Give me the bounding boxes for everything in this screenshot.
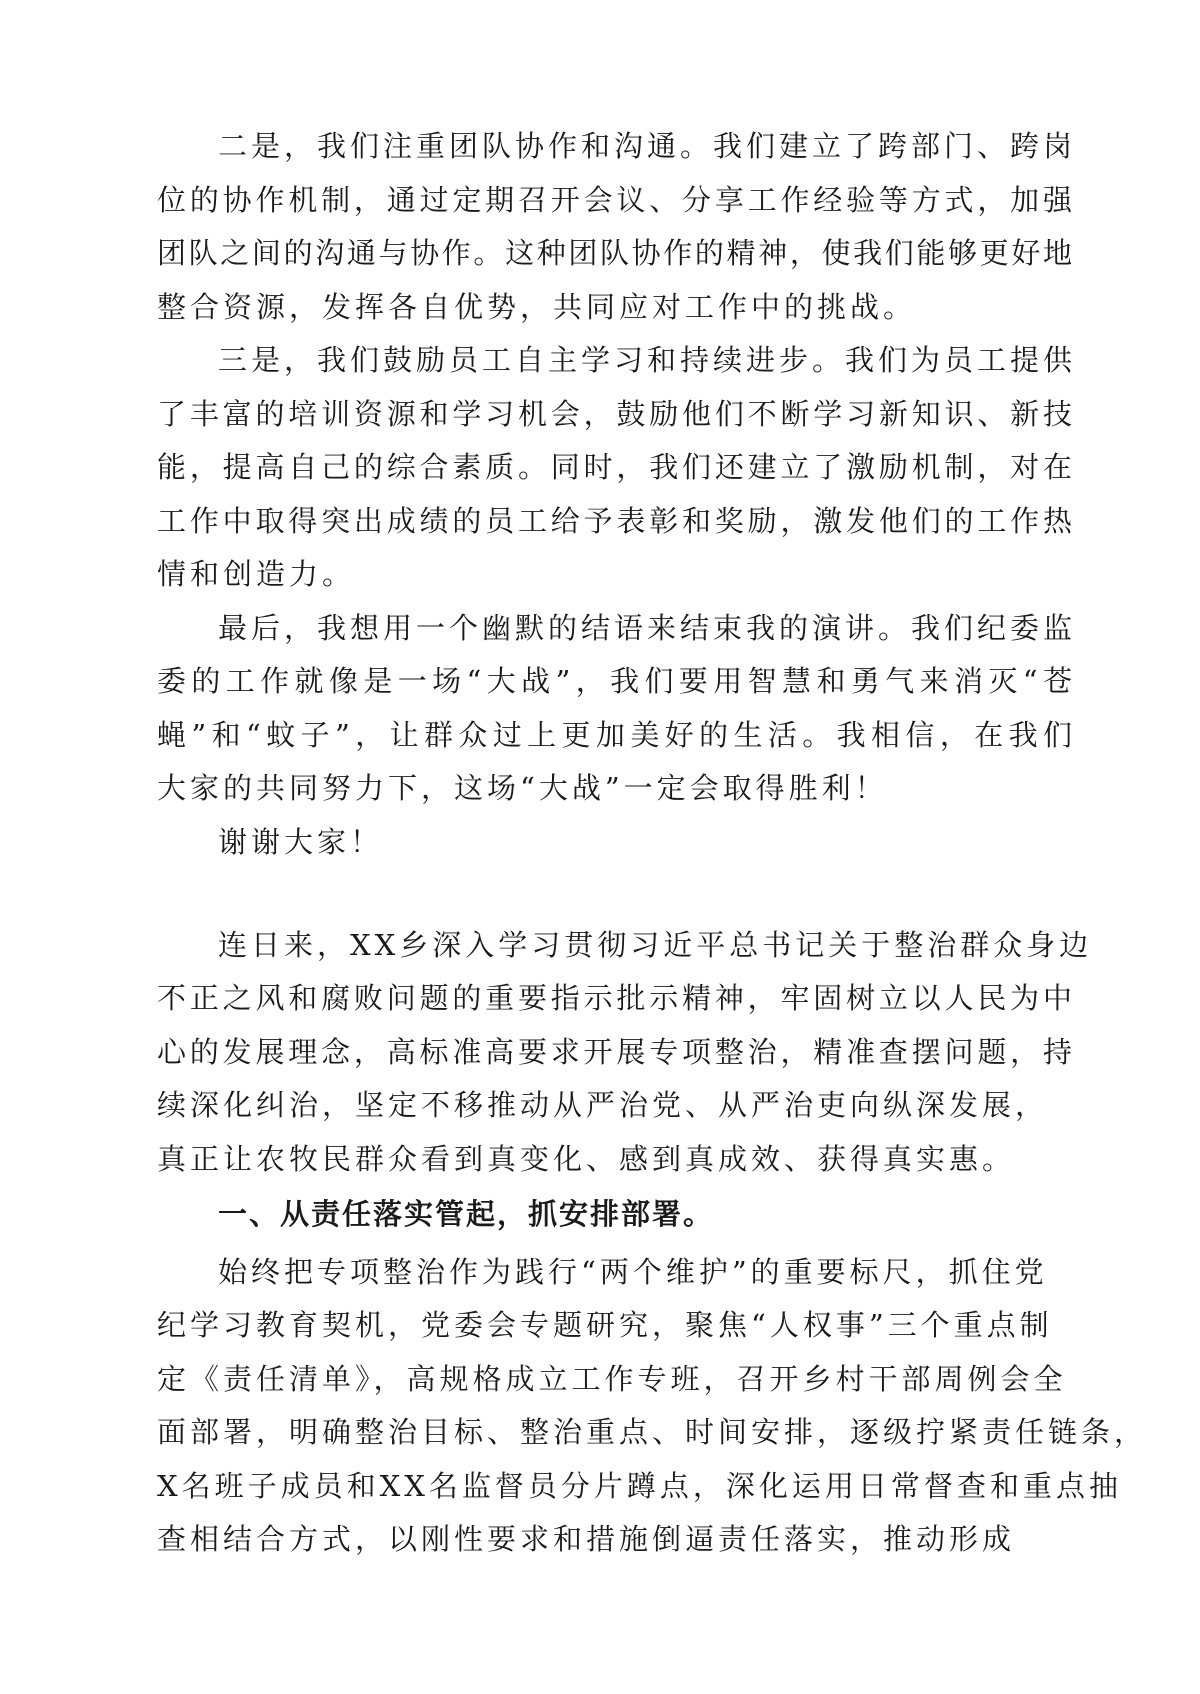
- paragraph-line: 最后，我想用一个幽默的结语来结束我的演讲。我们纪委监: [218, 611, 1077, 645]
- paragraph-line: 连日来，XX乡深入学习贯彻习近平总书记关于整治群众身边: [218, 928, 1093, 962]
- paragraph-line: 蝇”和“蚊子”，让群众过上更加美好的生活。我相信，在我们: [157, 718, 1072, 752]
- paragraph-line: 三是，我们鼓励员工自主学习和持续进步。我们为员工提供: [218, 343, 1077, 377]
- paragraph-line: 面部署，明确整治目标、整治重点、时间安排，逐级拧紧责任链条，: [157, 1415, 1148, 1449]
- paragraph-line: 了丰富的培训资源和学习机会，鼓励他们不断学习新知识、新技: [157, 397, 1072, 431]
- paragraph-line: 不正之风和腐败问题的重要指示批示精神，牢固树立以人民为中: [157, 981, 1072, 1015]
- paragraph-line: X名班子成员和XX名监督员分片蹲点，深化运用日常督查和重点抽: [157, 1469, 1122, 1503]
- paragraph-line: 心的发展理念，高标准高要求开展专项整治，精准查摆问题，持: [157, 1035, 1072, 1069]
- paragraph-line: 真正让农牧民群众看到真变化、感到真成效、获得真实惠。: [157, 1142, 1016, 1176]
- paragraph-line: 续深化纠治，坚定不移推动从严治党、从严治吏向纵深发展，: [157, 1088, 1049, 1122]
- paragraph-line: 定《责任清单》，高规格成立工作专班，召开乡村干部周例会全: [157, 1362, 1067, 1396]
- paragraph-line: 情和创造力。: [157, 557, 356, 591]
- paragraph-line: 位的协作机制，通过定期召开会议、分享工作经验等方式，加强: [157, 183, 1072, 217]
- paragraph-line: 大家的共同努力下，这场“大战”一定会取得胜利！: [157, 771, 888, 805]
- section-heading: 一、从责任落实管起，抓安排部署。: [218, 1197, 715, 1231]
- report-title: [0, 869, 1200, 921]
- paragraph-line: 整合资源，发挥各自优势，共同应对工作中的挑战。: [157, 290, 917, 324]
- paragraph-line: 二是，我们注重团队协作和沟通。我们建立了跨部门、跨岗: [218, 129, 1077, 163]
- paragraph-line: 查相结合方式，以刚性要求和措施倒逼责任落实，推动形成: [157, 1522, 1016, 1556]
- paragraph-line: 能，提高自己的综合素质。同时，我们还建立了激励机制，对在: [157, 450, 1072, 484]
- paragraph-line: 团队之间的沟通与协作。这种团队协作的精神，使我们能够更好地: [157, 236, 1072, 270]
- closing-line: 谢谢大家！: [218, 825, 384, 859]
- paragraph-line: 始终把专项整治作为践行“两个维护”的重要标尺，抓住党: [218, 1255, 1048, 1289]
- paragraph-line: 委的工作就像是一场“大战”，我们要用智慧和勇气来消灭“苍: [157, 664, 1072, 698]
- paragraph-line: 纪学习教育契机，党委会专题研究，聚焦“人权事”三个重点制: [157, 1308, 1053, 1342]
- paragraph-line: 工作中取得突出成绩的员工给予表彰和奖励，激发他们的工作热: [157, 504, 1072, 538]
